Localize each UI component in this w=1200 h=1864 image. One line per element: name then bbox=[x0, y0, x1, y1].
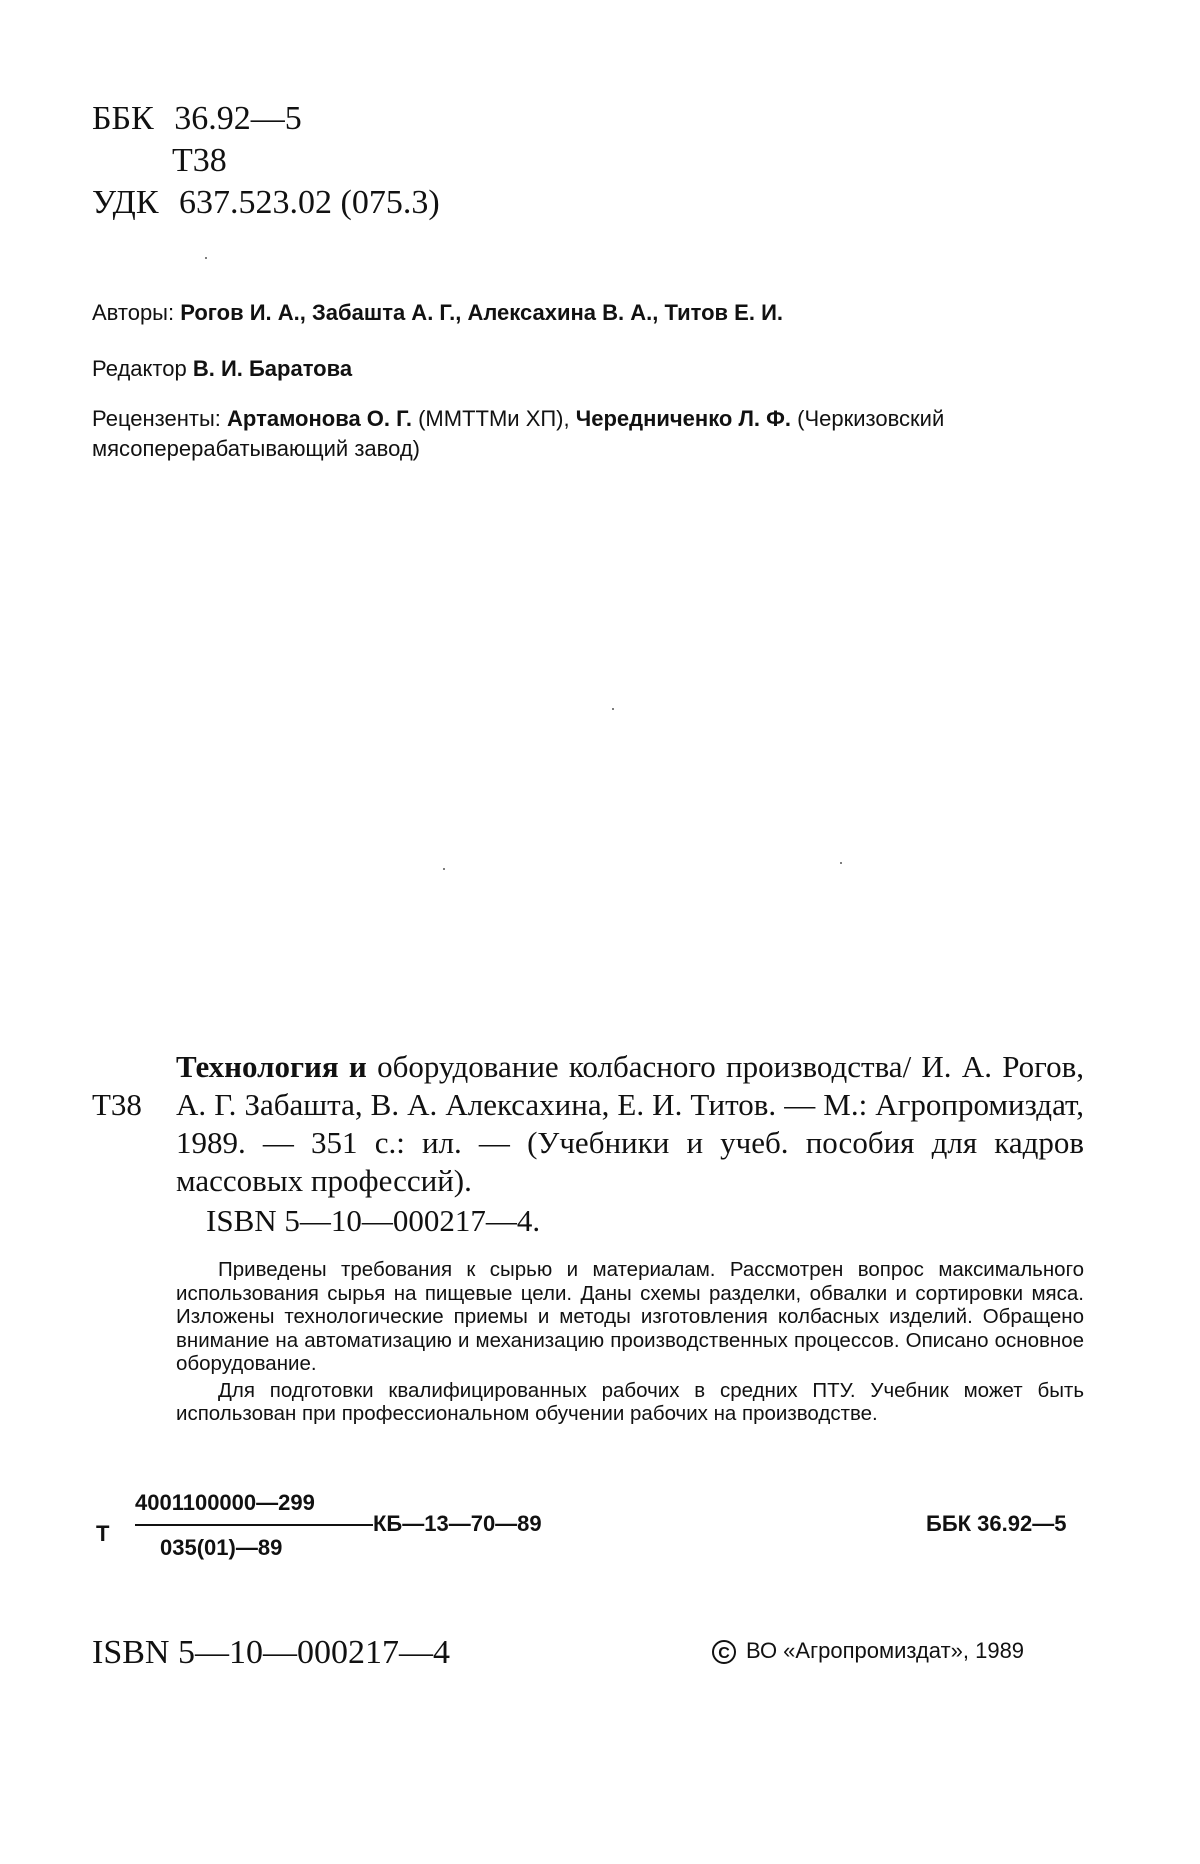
copyright-text: ВО «Агропромиздат», 1989 bbox=[746, 1638, 1025, 1663]
editor-line bbox=[92, 354, 352, 384]
reviewers-block bbox=[92, 404, 1082, 463]
authors-names: Рогов И. А., Забашта А. Г., Алексахина В. А., Титов Е. И. bbox=[180, 300, 783, 325]
bib-title-bold: Технология и bbox=[176, 1049, 367, 1084]
annotation-paragraph-1: Приведены требования к сырью и материалам. Рассмотрен вопрос максимального использования сырья на пищевые цели. Даны схемы разделки, обвалки и сортировки мяса. Изложены технологические приемы и методы изготовления колбасных изделий. Обращено внимание на автоматизацию и механизацию производственных процессов. Описано основное оборудование. bbox=[176, 1258, 1084, 1375]
editor-name: В. И. Баратова bbox=[192, 356, 353, 381]
reviewer-2-org: (Черкизовский мясоперерабатывающий завод) bbox=[92, 406, 945, 461]
editor-label: Редактор bbox=[92, 356, 187, 381]
udk-label: УДК bbox=[92, 184, 159, 221]
authors-label: Авторы: bbox=[92, 300, 175, 325]
footer-isbn: ISBN 5—10—000217—4 bbox=[92, 1634, 450, 1671]
fraction-bar bbox=[135, 1524, 373, 1526]
scan-speck bbox=[840, 862, 842, 864]
cutter-code: Т38 bbox=[172, 142, 227, 179]
authors-line bbox=[92, 298, 783, 328]
bbk-line bbox=[92, 102, 302, 136]
udk-code: 637.523.02 (075.3) bbox=[179, 184, 440, 221]
reviewer-1-name: Артамонова О. Г. bbox=[227, 406, 412, 431]
reviewer-1-org: (ММТТМи ХП), bbox=[418, 406, 570, 431]
reviewer-2-name: Чередниченко Л. Ф. bbox=[575, 406, 792, 431]
scan-speck bbox=[443, 868, 445, 870]
reviewers-label: Рецензенты: bbox=[92, 406, 221, 431]
bibliographic-entry bbox=[176, 1048, 1084, 1200]
annotation-paragraph-2: Для подготовки квалифицированных рабочих в средних ПТУ. Учебник может быть использован при профессиональном обучении рабочих на производстве. bbox=[176, 1378, 1084, 1425]
imprint-numerator: 4001100000—299 bbox=[135, 1490, 315, 1515]
scan-speck bbox=[612, 708, 614, 710]
scan-speck bbox=[205, 257, 207, 259]
annotation bbox=[176, 1258, 1084, 1426]
imprint-denominator: 035(01)—89 bbox=[160, 1535, 283, 1560]
bib-cutter: Т38 bbox=[92, 1087, 142, 1122]
copyright-icon: C bbox=[712, 1640, 736, 1664]
bbk-code: 36.92—5 bbox=[174, 100, 302, 137]
bbk-label: ББК bbox=[92, 100, 154, 137]
copyright-line bbox=[712, 1638, 1024, 1664]
imprint-letter: Т bbox=[96, 1521, 110, 1546]
imprint-bbk: ББК 36.92—5 bbox=[926, 1511, 1067, 1536]
bib-description: оборудование колбасного производства/ И. А. Рогов, А. Г. Забашта, В. А. Алексахина, Е. И. Титов. — М.: Агропромиздат, 1989. — 351 с.: ил. — (Учебники и учеб. пособия для кадров массовых профессий). bbox=[176, 1049, 1084, 1198]
udk-line bbox=[92, 186, 440, 220]
bib-isbn: ISBN 5—10—000217—4. bbox=[206, 1203, 541, 1238]
imprint-kb-code: КБ—13—70—89 bbox=[373, 1511, 542, 1536]
